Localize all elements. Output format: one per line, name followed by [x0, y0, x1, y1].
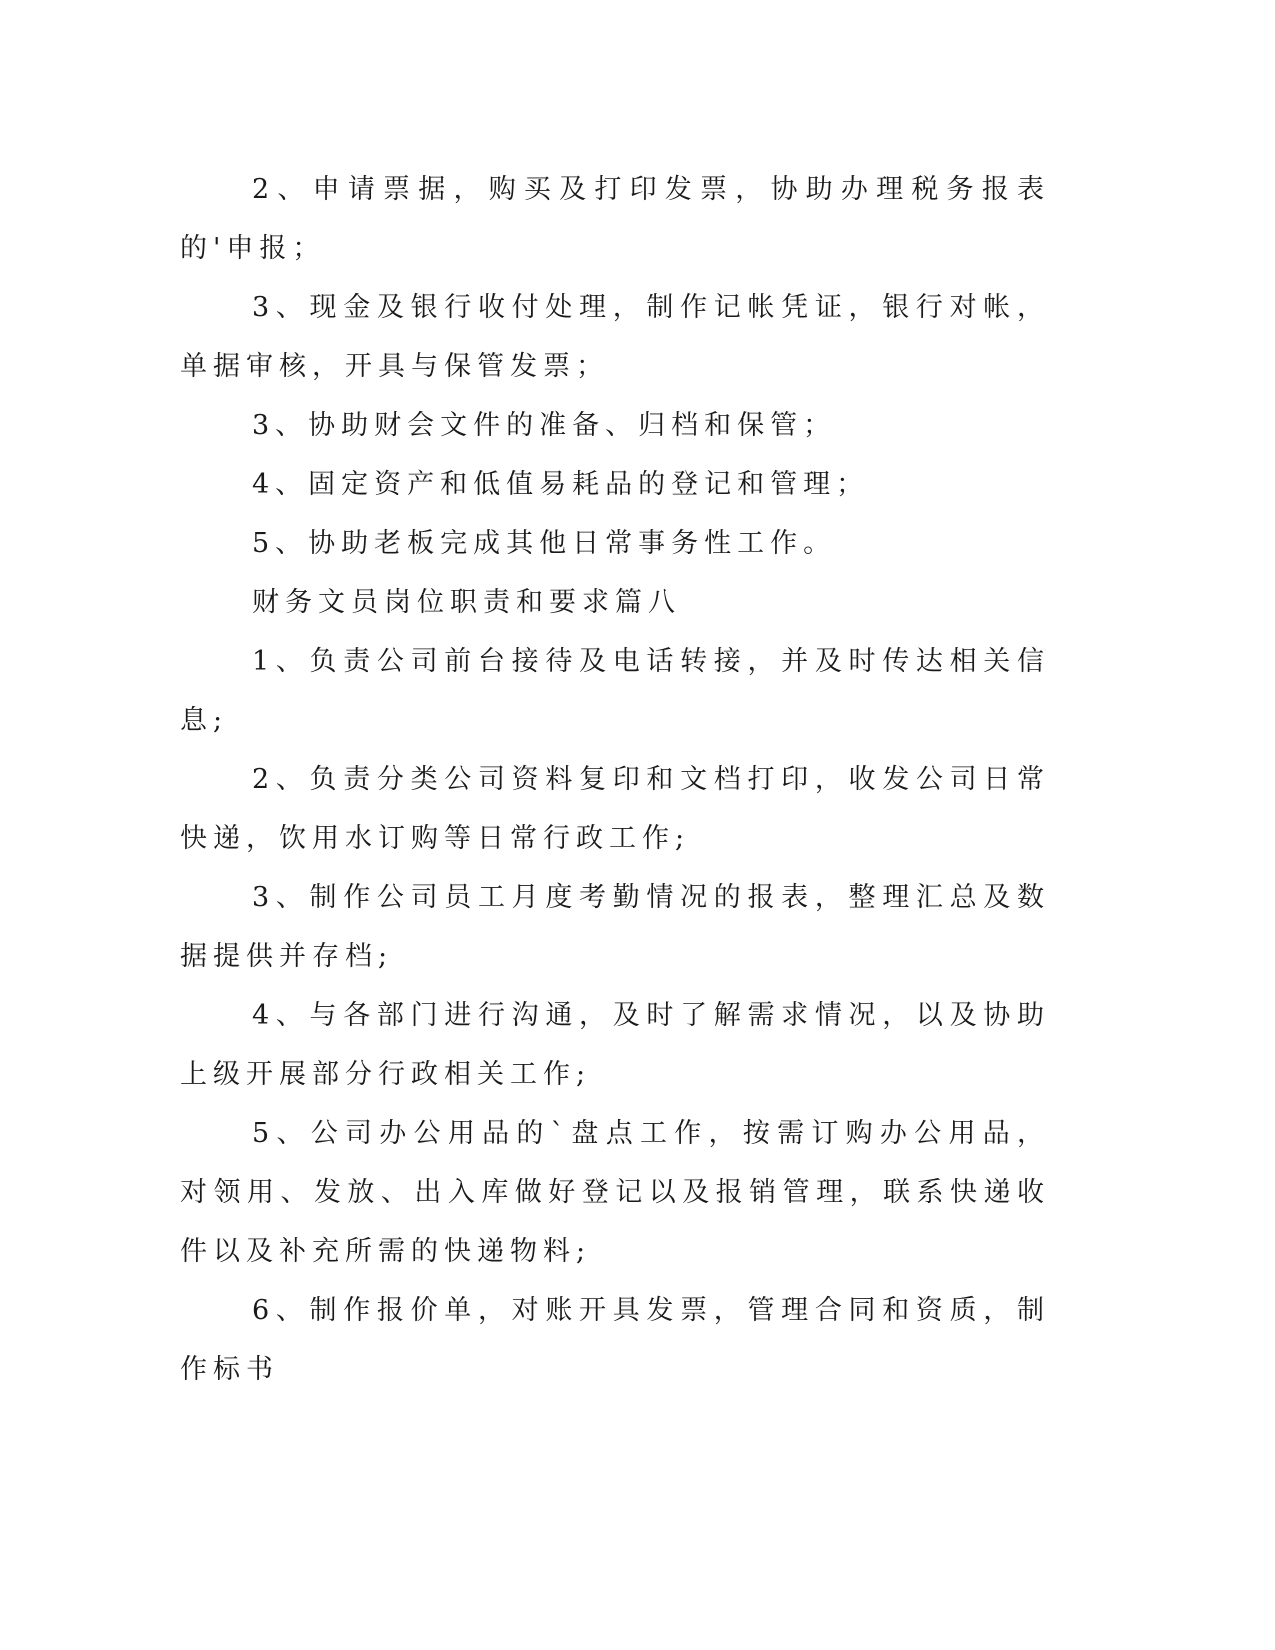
paragraph-assist-boss: 5、协助老板完成其他日常事务性工作。	[252, 528, 837, 559]
paragraph-communication: 4、与各部门进行沟通，及时了解需求情况，以及协助上级开展部分行政相关工作;	[180, 1000, 1050, 1090]
paragraph-filing: 3、协助财会文件的准备、归档和保管；	[252, 410, 837, 441]
paragraph-quotation: 6、制作报价单，对账开具发票，管理合同和资质，制作标书	[180, 1295, 1050, 1385]
paragraph-attendance: 3、制作公司员工月度考勤情况的报表，整理汇总及数据提供并存档;	[180, 882, 1050, 972]
document-body	[180, 160, 1050, 1399]
paragraph-reception: 1、负责公司前台接待及电话转接，并及时传达相关信息;	[180, 646, 1050, 736]
section-heading: 财务文员岗位职责和要求篇八	[252, 587, 681, 618]
paragraph-cash-bank: 3、现金及银行收付处理，制作记帐凭证，银行对帐，单据审核，开具与保管发票；	[180, 292, 1050, 382]
paragraph-office-supplies: 5、公司办公用品的`盘点工作，按需订购办公用品，对领用、发放、出入库做好登记以及报销管理，联系快递收件以及补充所需的快递物料;	[180, 1118, 1050, 1267]
paragraph-invoice-tax: 2、申请票据，购买及打印发票，协助办理税务报表的'申报；	[180, 174, 1050, 264]
paragraph-fixed-assets: 4、固定资产和低值易耗品的登记和管理；	[252, 469, 870, 500]
paragraph-copy-print: 2、负责分类公司资料复印和文档打印，收发公司日常快递，饮用水订购等日常行政工作;	[180, 764, 1050, 854]
